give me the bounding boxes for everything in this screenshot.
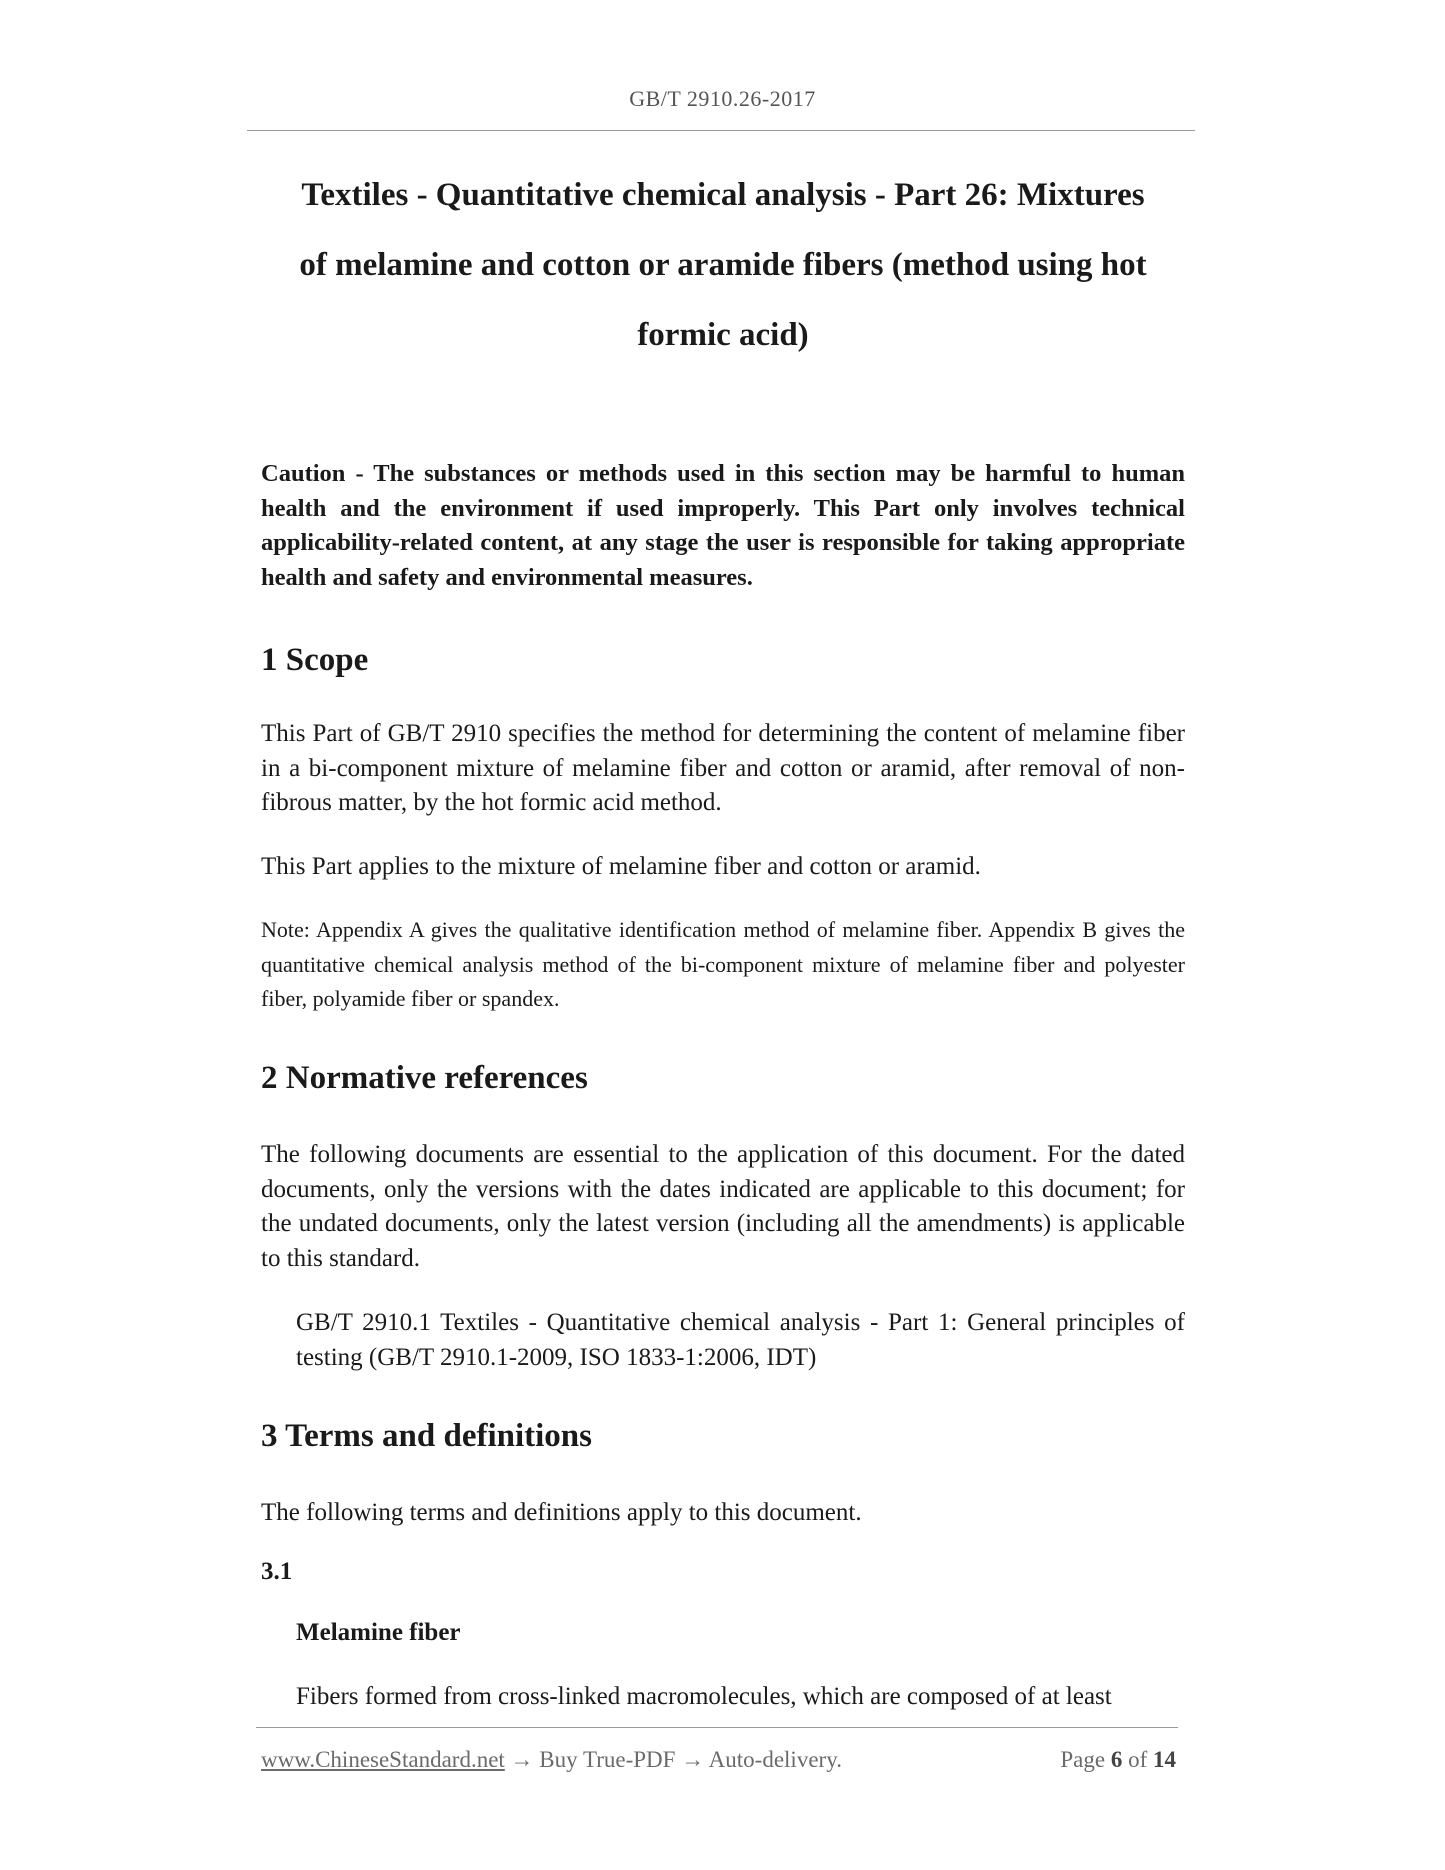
section-heading-terms: 3 Terms and definitions xyxy=(261,1418,592,1454)
term-definition: Fibers formed from cross-linked macromolecules, which are composed of at least xyxy=(296,1683,1112,1710)
section-heading-scope: 1 Scope xyxy=(261,642,369,678)
scope-paragraph-2: This Part applies to the mixture of melamine fiber and cotton or aramid. xyxy=(261,853,981,880)
section-heading-normative-references: 2 Normative references xyxy=(261,1060,588,1096)
page-current: 6 xyxy=(1110,1747,1123,1772)
page-total: 14 xyxy=(1153,1747,1176,1772)
page-footer xyxy=(261,1747,1176,1773)
scope-paragraph-1: This Part of GB/T 2910 specifies the method for determining the content of melamine fiber in a bi-component mixture of melamine fiber and cotton or aramid, after removal of non-fibrous matter, by the hot formic acid method. xyxy=(261,720,1185,816)
title-line-3: formic acid) xyxy=(637,317,809,353)
terms-intro: The following terms and definitions apply to this document. xyxy=(261,1499,862,1526)
delivery-text: Auto-delivery. xyxy=(708,1747,842,1772)
header-divider xyxy=(247,130,1195,131)
normative-reference-item: GB/T 2910.1 Textiles - Quantitative chemical analysis - Part 1: General principles of testing (GB/T 2910.1-2009, ISO 1833-1:2006, IDT) xyxy=(296,1309,1185,1371)
clause-number: 3.1 xyxy=(261,1558,293,1585)
arrow-icon: → xyxy=(681,1747,705,1772)
term-name: Melamine fiber xyxy=(296,1619,461,1646)
title-line-1: Textiles - Quantitative chemical analysis - Part 26: Mixtures xyxy=(301,177,1145,213)
normative-references-paragraph: The following documents are essential to the application of this document. For the dated documents, only the versions with the dates indicated are applicable to this document; for the undated documents, only the latest version (including all the amendments) is applicable to this standard. xyxy=(261,1141,1185,1272)
page-indicator xyxy=(1060,1747,1176,1773)
document-title xyxy=(258,160,1188,370)
website-link[interactable]: www.ChineseStandard.net xyxy=(261,1747,505,1772)
title-line-2: of melamine and cotton or aramide fibers (method using hot xyxy=(299,247,1147,283)
page-of: of xyxy=(1128,1747,1148,1772)
scope-note: Note: Appendix A gives the qualitative identification method of melamine fiber. Appendix B gives the quantitative chemical analysis method of the bi-component mixture of melamine fiber and polyester fiber, polyamide fiber or spandex. xyxy=(261,917,1185,1011)
footer-divider xyxy=(256,1727,1178,1728)
running-header: GB/T 2910.26-2017 xyxy=(629,86,816,111)
page-label: Page xyxy=(1060,1747,1106,1772)
arrow-icon: → xyxy=(510,1747,534,1772)
buy-text: Buy True-PDF xyxy=(539,1747,676,1772)
caution-paragraph: Caution - The substances or methods used in this section may be harmful to human health and the environment if used improperly. This Part only involves technical applicability-related content, at any stage the user is responsible for taking appropriate health and safety and environmental measures. xyxy=(261,460,1185,591)
